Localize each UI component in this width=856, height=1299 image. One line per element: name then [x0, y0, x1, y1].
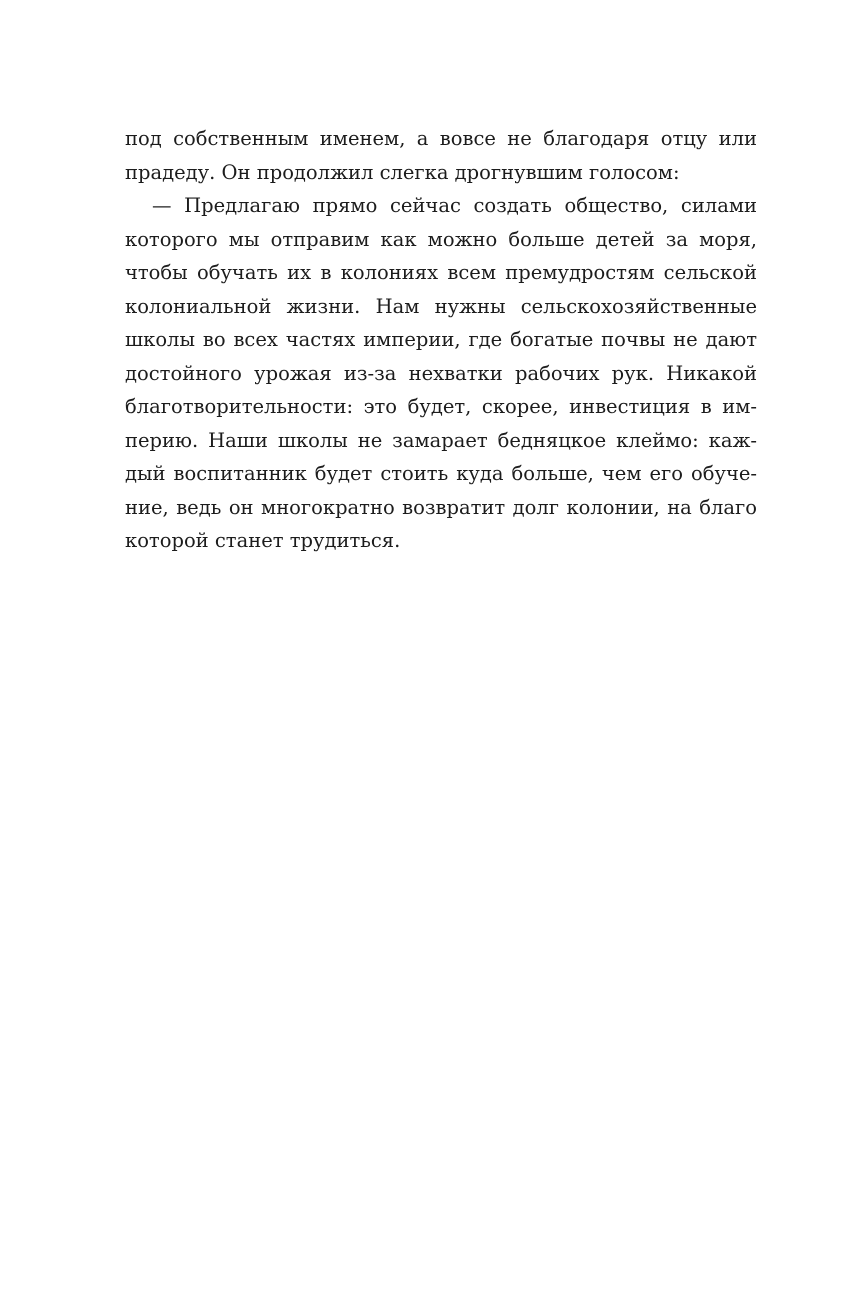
text-line: достойного урожая из-за нехватки рабочих рук. Никакой	[125, 361, 757, 385]
text-line: благотворительности: это будет, скорее, инвестиция в им-	[125, 395, 757, 418]
text-line: ние, ведь он многократно возвратит долг колонии, на благо	[125, 495, 757, 519]
text-line: школы во всех частях империи, где богатые почвы не дают	[125, 328, 757, 351]
text-line: которого мы отправим как можно больше детей за моря,	[125, 227, 757, 251]
body-text	[125, 122, 757, 558]
text-line: дый воспитанник будет стоить куда больше, чем его обуче-	[125, 462, 757, 485]
text-line: перию. Наши школы не замарает бедняцкое клеймо: каж-	[125, 428, 757, 452]
text-line: под собственным именем, а вовсе не благодаря отцу или	[125, 127, 757, 150]
text-line: прадеду. Он продолжил слегка дрогнувшим голосом:	[125, 160, 680, 184]
text-line: — Предлагаю прямо сейчас создать общество, силами	[152, 194, 757, 217]
text-line: чтобы обучать их в колониях всем премудростям сельской	[125, 261, 757, 284]
text-line: которой станет трудиться.	[125, 529, 401, 552]
text-line: колониальной жизни. Нам нужны сельскохозяйственные	[125, 294, 757, 318]
